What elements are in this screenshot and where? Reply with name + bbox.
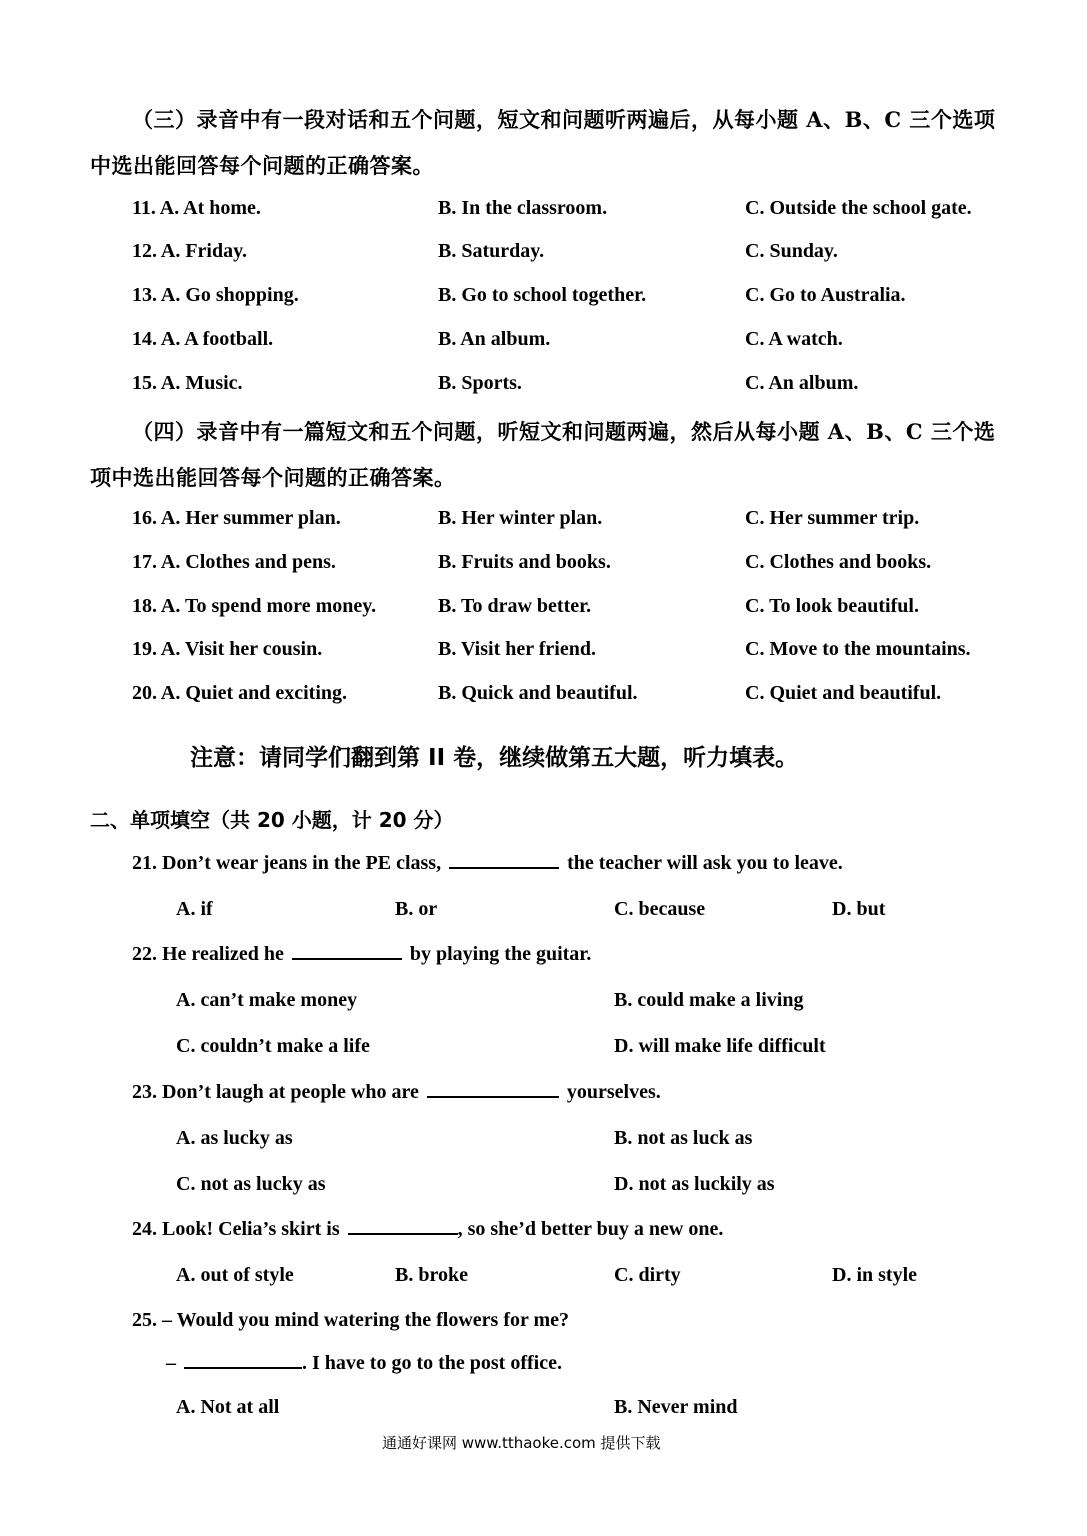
- q22-stem-pre: 22. He realized he: [132, 943, 284, 965]
- notice-text: 注意：请同学们翻到第 II 卷，继续做第五大题，听力填表。: [190, 745, 799, 771]
- part4-instruction-line1: （四）录音中有一篇短文和五个问题，听短文和问题两遍，然后从每小题 A、B、C 三个选: [132, 419, 996, 444]
- q24-answer-blank: [348, 1231, 458, 1235]
- q21-answer-blank: [449, 865, 559, 869]
- q24-stem: [132, 1218, 723, 1241]
- part4-instruction-line2: 项中选出能回答每个问题的正确答案。: [90, 465, 456, 490]
- q17-option-a: 17. A. Clothes and pens.: [132, 551, 336, 573]
- q24-stem-pre: 24. Look! Celia’s skirt is: [132, 1218, 340, 1240]
- q25-dash: –: [166, 1352, 176, 1374]
- q23-answer-blank: [427, 1094, 559, 1098]
- q14-option-c: C. A watch.: [745, 328, 843, 350]
- q17-option-b: B. Fruits and books.: [438, 551, 611, 573]
- q25-stem-line2: [166, 1352, 562, 1375]
- part3-instruction-line2: 中选出能回答每个问题的正确答案。: [90, 153, 434, 178]
- q19-option-c: C. Move to the mountains.: [745, 638, 971, 660]
- q12-option-c: C. Sunday.: [745, 240, 838, 262]
- part3-instruction-line1: （三）录音中有一段对话和五个问题，短文和问题听两遍后，从每小题 A、B、C 三个选项: [132, 107, 996, 132]
- section2-heading: 二、单项填空（共 20 小题，计 20 分）: [90, 808, 454, 832]
- q22-stem: [132, 943, 591, 966]
- q23-stem-post: yourselves.: [566, 1081, 661, 1103]
- q25-stem-line1: 25. – Would you mind watering the flowers for me?: [132, 1309, 570, 1331]
- q15-option-a: 15. A. Music.: [132, 372, 243, 394]
- q19-option-a: 19. A. Visit her cousin.: [132, 638, 323, 660]
- q21-stem: [132, 852, 843, 875]
- q21-option-c: C. because: [614, 898, 706, 920]
- q18-option-c: C. To look beautiful.: [745, 595, 919, 617]
- page-footer: 通通好课网 www.tthaoke.com 提供下载: [382, 1434, 661, 1452]
- q24-option-d: D. in style: [832, 1264, 917, 1286]
- q24-option-b: B. broke: [395, 1264, 468, 1286]
- q11-option-a: 11. A. At home.: [132, 197, 261, 219]
- q15-option-c: C. An album.: [745, 372, 859, 394]
- q23-option-c: C. not as lucky as: [176, 1173, 326, 1195]
- q12-option-a: 12. A. Friday.: [132, 240, 248, 262]
- q17-option-c: C. Clothes and books.: [745, 551, 932, 573]
- q13-option-b: B. Go to school together.: [438, 284, 647, 306]
- q22-stem-post: by playing the guitar.: [409, 943, 592, 965]
- q22-option-b: B. could make a living: [614, 989, 804, 1011]
- q24-option-a: A. out of style: [176, 1264, 294, 1286]
- q16-option-c: C. Her summer trip.: [745, 507, 920, 529]
- q16-option-a: 16. A. Her summer plan.: [132, 507, 341, 529]
- q23-option-d: D. not as luckily as: [614, 1173, 775, 1195]
- q12-option-b: B. Saturday.: [438, 240, 545, 262]
- q20-option-b: B. Quick and beautiful.: [438, 682, 638, 704]
- q25-option-b: B. Never mind: [614, 1396, 738, 1418]
- q21-option-d: D. but: [832, 898, 886, 920]
- q18-option-a: 18. A. To spend more money.: [132, 595, 377, 617]
- q22-option-c: C. couldn’t make a life: [176, 1035, 370, 1057]
- q23-stem-pre: 23. Don’t laugh at people who are: [132, 1081, 419, 1103]
- q14-option-a: 14. A. A football.: [132, 328, 274, 350]
- q15-option-b: B. Sports.: [438, 372, 522, 394]
- q22-option-d: D. will make life difficult: [614, 1035, 826, 1057]
- q19-option-b: B. Visit her friend.: [438, 638, 596, 660]
- q23-option-a: A. as lucky as: [176, 1127, 293, 1149]
- q13-option-a: 13. A. Go shopping.: [132, 284, 299, 306]
- q13-option-c: C. Go to Australia.: [745, 284, 906, 306]
- q25-option-a: A. Not at all: [176, 1396, 280, 1418]
- q21-option-a: A. if: [176, 898, 213, 920]
- q11-option-c: C. Outside the school gate.: [745, 197, 972, 219]
- q11-option-b: B. In the classroom.: [438, 197, 608, 219]
- q25-answer-blank: [184, 1365, 302, 1369]
- q21-option-b: B. or: [395, 898, 438, 920]
- q22-option-a: A. can’t make money: [176, 989, 358, 1011]
- q21-stem-post: the teacher will ask you to leave.: [567, 852, 843, 874]
- q24-stem-post: , so she’d better buy a new one.: [457, 1218, 724, 1240]
- q24-option-c: C. dirty: [614, 1264, 681, 1286]
- q23-stem: [132, 1081, 661, 1104]
- q25-stem-post: . I have to go to the post office.: [302, 1352, 562, 1374]
- q21-stem-pre: 21. Don’t wear jeans in the PE class,: [132, 852, 442, 874]
- q23-option-b: B. not as luck as: [614, 1127, 753, 1149]
- q20-option-a: 20. A. Quiet and exciting.: [132, 682, 348, 704]
- q20-option-c: C. Quiet and beautiful.: [745, 682, 942, 704]
- q18-option-b: B. To draw better.: [438, 595, 592, 617]
- q14-option-b: B. An album.: [438, 328, 551, 350]
- q16-option-b: B. Her winter plan.: [438, 507, 603, 529]
- q22-answer-blank: [292, 956, 402, 960]
